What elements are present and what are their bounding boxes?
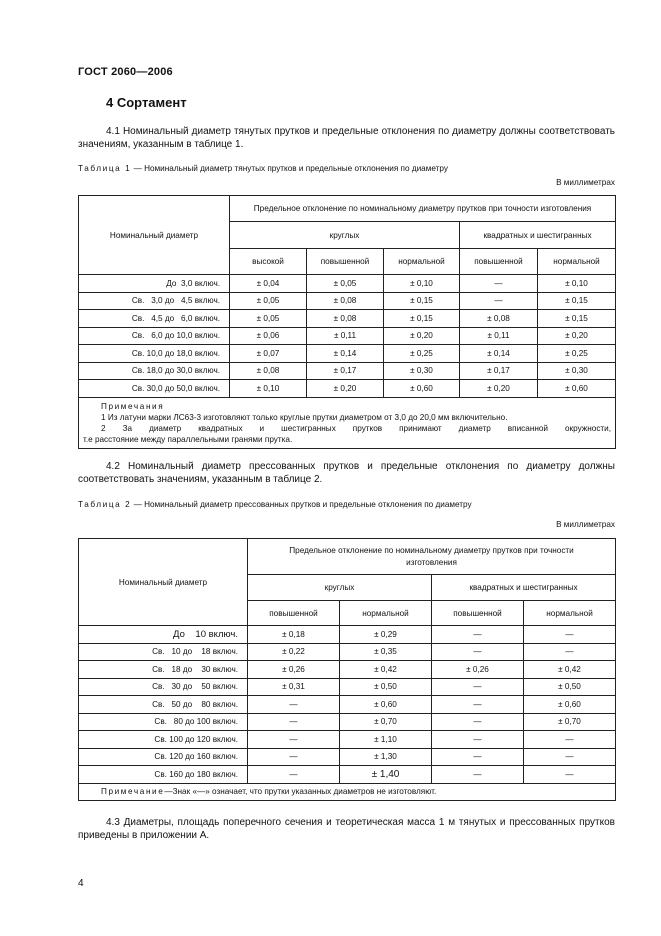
table2-header-normal: нормальной xyxy=(340,601,432,626)
table-row xyxy=(79,643,616,661)
table-cell: ± 0,05 xyxy=(230,310,307,328)
table-cell: ± 0,11 xyxy=(460,327,538,345)
table-cell: ± 0,20 xyxy=(307,380,384,398)
table-cell: ± 0,20 xyxy=(538,327,616,345)
table-cell: — xyxy=(524,643,616,661)
table1-header-high: высокой xyxy=(230,249,307,275)
table-cell: ± 0,15 xyxy=(538,292,616,310)
table-row xyxy=(79,327,616,345)
table-cell: ± 0,25 xyxy=(538,345,616,363)
table-cell: — xyxy=(248,731,340,749)
table-cell: ± 1,30 xyxy=(340,748,432,766)
table-row xyxy=(79,661,616,679)
document-header: ГОСТ 2060—2006 xyxy=(78,66,173,78)
table-cell: ± 0,04 xyxy=(230,275,307,293)
table-cell: ± 0,30 xyxy=(538,362,616,380)
table-cell: — xyxy=(248,713,340,731)
table-cell: ± 0,15 xyxy=(538,310,616,328)
table-cell: Св. 4,5 до 6,0 включ. xyxy=(79,310,230,328)
paragraph-4-1: 4.1 Номинальный диаметр тянутых прутков и предельные отклонения по диаметру должны соответствовать значениям, указанным в таблице 1. xyxy=(78,126,615,150)
table-cell: ± 0,70 xyxy=(340,713,432,731)
table-cell: ± 0,42 xyxy=(340,661,432,679)
table-cell: — xyxy=(460,275,538,293)
table1-caption-label: Таблица 1 xyxy=(78,164,132,173)
table-cell: — xyxy=(248,748,340,766)
table-cell: ± 0,26 xyxy=(248,661,340,679)
table1-header-normal-square: нормальной xyxy=(538,249,616,275)
table-cell: ± 0,42 xyxy=(524,661,616,679)
table1-header-raised-square: повышенной xyxy=(460,249,538,275)
table1-header-round: круглых xyxy=(230,222,460,249)
table-cell: ± 0,05 xyxy=(307,275,384,293)
table-cell: Св. 3,0 до 4,5 включ. xyxy=(79,292,230,310)
table2-header-deviation: Предельное отклонение по номинальному диаметру прутков при точности изготовления xyxy=(248,539,616,575)
table-cell: ± 0,60 xyxy=(384,380,460,398)
table2-header-nominal: Номинальный диаметр xyxy=(79,539,248,626)
table2-caption-text: — Номинальный диаметр прессованных прутков и предельные отклонения по диаметру xyxy=(131,500,472,509)
table-cell: ± 0,11 xyxy=(307,327,384,345)
table2-note-text: —Знак «—» означает, что прутки указанных диаметров не изготовляют. xyxy=(164,787,437,796)
table2-header-square: квадратных и шестигранных xyxy=(432,575,616,601)
table2-caption xyxy=(78,500,472,509)
table-cell: Св. 160 до 180 включ. xyxy=(79,766,248,784)
table-cell: — xyxy=(524,748,616,766)
table2 xyxy=(78,538,616,801)
table-row xyxy=(79,713,616,731)
table-cell: ± 0,15 xyxy=(384,292,460,310)
table-cell: Св. 18 до 30 включ. xyxy=(79,661,248,679)
table-row xyxy=(79,696,616,714)
table-cell: ± 0,14 xyxy=(460,345,538,363)
table-cell: — xyxy=(524,731,616,749)
table-cell: — xyxy=(432,678,524,696)
table-row xyxy=(79,626,616,644)
table1-notes-title: Примечания xyxy=(101,401,165,411)
table-cell: ± 0,30 xyxy=(384,362,460,380)
table-row xyxy=(79,380,616,398)
table2-header-normal-square: нормальной xyxy=(524,601,616,626)
table2-note xyxy=(79,783,616,800)
table-row xyxy=(79,345,616,363)
table-row xyxy=(79,310,616,328)
table1-header-nominal: Номинальный диаметр xyxy=(79,196,230,275)
table2-header-raised: повышенной xyxy=(248,601,340,626)
table-cell: ± 0,07 xyxy=(230,345,307,363)
table1-note-2b: т.е расстояние между параллельными гранями прутка. xyxy=(83,434,293,444)
table-cell: Св. 100 до 120 включ. xyxy=(79,731,248,749)
section-title: 4 Сортамент xyxy=(106,95,187,110)
table-cell: — xyxy=(432,696,524,714)
table-cell: Св. 80 до 100 включ. xyxy=(79,713,248,731)
table-cell: — xyxy=(460,292,538,310)
table-cell: ± 0,08 xyxy=(307,292,384,310)
table-cell: Св. 50 до 80 включ. xyxy=(79,696,248,714)
table-cell: ± 0,31 xyxy=(248,678,340,696)
table-cell: ± 0,14 xyxy=(307,345,384,363)
table2-caption-label: Таблица 2 xyxy=(78,500,132,509)
table2-header-raised-square: повышенной xyxy=(432,601,524,626)
table-cell: — xyxy=(432,713,524,731)
table-cell: ± 0,60 xyxy=(538,380,616,398)
table-row xyxy=(79,731,616,749)
table-cell: ± 0,06 xyxy=(230,327,307,345)
table-cell: ± 1,40 xyxy=(340,766,432,784)
table-cell: ± 0,10 xyxy=(384,275,460,293)
table-cell: ± 0,50 xyxy=(524,678,616,696)
table-cell: ± 0,17 xyxy=(460,362,538,380)
table-cell: ± 0,10 xyxy=(538,275,616,293)
table-cell: ± 0,26 xyxy=(432,661,524,679)
table-cell: ± 1,10 xyxy=(340,731,432,749)
table-cell: ± 0,18 xyxy=(248,626,340,644)
table-cell: ± 0,10 xyxy=(230,380,307,398)
table-row xyxy=(79,275,616,293)
table-cell: Св. 6,0 до 10,0 включ. xyxy=(79,327,230,345)
table1-header-raised: повышенной xyxy=(307,249,384,275)
table-cell: — xyxy=(432,643,524,661)
table-cell: ± 0,35 xyxy=(340,643,432,661)
table-cell: ± 0,29 xyxy=(340,626,432,644)
table-cell: ± 0,08 xyxy=(460,310,538,328)
table-row xyxy=(79,748,616,766)
table-cell: Св. 30 до 50 включ. xyxy=(79,678,248,696)
table-cell: ± 0,22 xyxy=(248,643,340,661)
table-cell: ± 0,08 xyxy=(230,362,307,380)
table1-header-square: квадратных и шестигранных xyxy=(460,222,616,249)
table1-note-1: 1 Из латуни марки ЛС63-3 изготовляют только круглые прутки диаметром от 3,0 до 20,0 мм включительно. xyxy=(101,412,508,422)
table-row xyxy=(79,678,616,696)
table-cell: — xyxy=(248,696,340,714)
paragraph-4-2: 4.2 Номинальный диаметр прессованных прутков и предельные отклонения по диаметру должны соответствовать значениям, указанным в таблице 2. xyxy=(78,461,615,485)
table-cell: ± 0,25 xyxy=(384,345,460,363)
table-cell: ± 0,60 xyxy=(524,696,616,714)
table-cell: Св. 18,0 до 30,0 включ. xyxy=(79,362,230,380)
table-cell: — xyxy=(432,748,524,766)
table-cell: Св. 10 до 18 включ. xyxy=(79,643,248,661)
table-cell: — xyxy=(432,731,524,749)
table-cell: Св. 120 до 160 включ. xyxy=(79,748,248,766)
table1-header-deviation: Предельное отклонение по номинальному диаметру прутков при точности изготовления xyxy=(230,196,616,222)
table-cell: ± 0,60 xyxy=(340,696,432,714)
table-cell: Св. 30,0 до 50,0 включ. xyxy=(79,380,230,398)
table-cell: — xyxy=(524,766,616,784)
table1-notes xyxy=(79,397,616,448)
table-cell: До 10 включ. xyxy=(79,626,248,644)
table2-note-label: Примечание xyxy=(101,787,165,796)
table1-note-2a: 2 За диаметр квадратных и шестигранных прутков принимают диаметр вписанной окружности, xyxy=(101,423,612,433)
table-cell: ± 0,08 xyxy=(307,310,384,328)
table-cell: — xyxy=(432,626,524,644)
page-number: 4 xyxy=(78,878,84,889)
table-cell: ± 0,50 xyxy=(340,678,432,696)
table-cell: ± 0,20 xyxy=(460,380,538,398)
table1-caption-text: — Номинальный диаметр тянутых прутков и предельные отклонения по диаметру xyxy=(131,164,448,173)
table-row xyxy=(79,292,616,310)
table-cell: ± 0,70 xyxy=(524,713,616,731)
table2-units: В миллиметрах xyxy=(556,520,615,529)
table-cell: — xyxy=(524,626,616,644)
table-cell: До 3,0 включ. xyxy=(79,275,230,293)
table1-units: В миллиметрах xyxy=(556,178,615,187)
table1 xyxy=(78,195,616,449)
table2-header-round: круглых xyxy=(248,575,432,601)
table-cell: ± 0,17 xyxy=(307,362,384,380)
table-cell: Св. 10,0 до 18,0 включ. xyxy=(79,345,230,363)
paragraph-4-3: 4.3 Диаметры, площадь поперечного сечения и теоретическая масса 1 м тянутых и прессованных прутков приведены в приложении А. xyxy=(78,817,615,841)
table-cell: — xyxy=(248,766,340,784)
table-cell: ± 0,05 xyxy=(230,292,307,310)
table-row xyxy=(79,362,616,380)
table-cell: ± 0,15 xyxy=(384,310,460,328)
table1-header-normal: нормальной xyxy=(384,249,460,275)
table1-caption xyxy=(78,164,448,173)
table-cell: ± 0,20 xyxy=(384,327,460,345)
table-cell: — xyxy=(432,766,524,784)
table-row xyxy=(79,766,616,784)
